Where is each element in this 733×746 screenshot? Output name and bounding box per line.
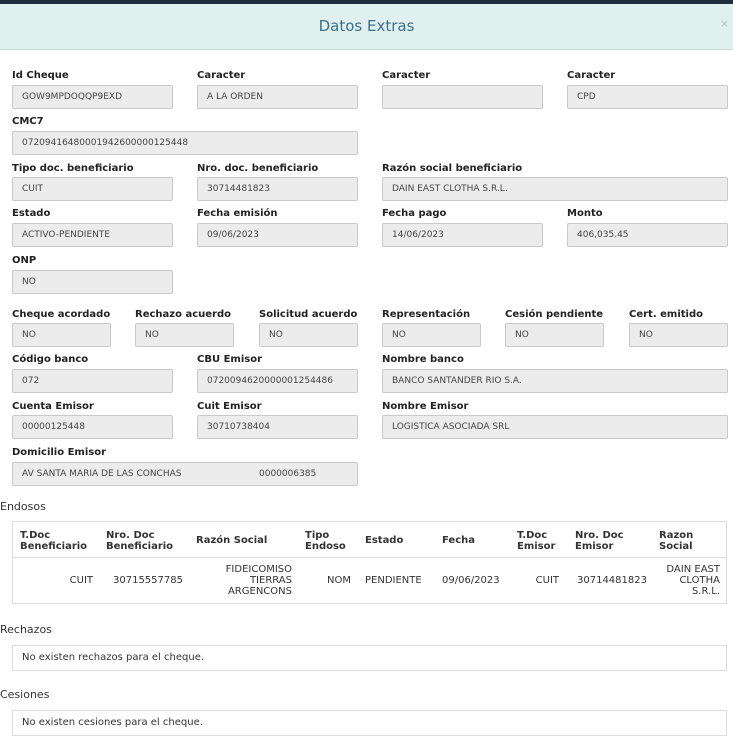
rechazo-acuerdo-field[interactable]: NO — [135, 323, 234, 347]
col-tipo-endoso: Tipo Endoso — [305, 530, 346, 552]
tipo-doc-beneficiario-field[interactable]: CUIT — [12, 177, 173, 201]
codigo-banco-field[interactable]: 072 — [12, 369, 173, 393]
close-icon[interactable]: × — [719, 17, 729, 30]
caracter-field[interactable]: A LA ORDEN — [197, 85, 358, 109]
col-nro-doc-beneficiario: Nro. Doc Beneficiario — [106, 530, 174, 552]
col-tdoc-emisor: T.Doc Emisor — [517, 530, 556, 552]
cuit-emisor-field[interactable]: 30710738404 — [197, 415, 358, 439]
cbu-emisor-field[interactable]: 0720094620000001254486 — [197, 369, 358, 393]
cert-emitido-field[interactable]: NO — [629, 323, 728, 347]
nombre-banco-field[interactable]: BANCO SANTANDER RIO S.A. — [382, 369, 728, 393]
cell-estado: PENDIENTE — [365, 575, 422, 586]
representacion-label: Representación — [382, 309, 471, 320]
cesion-pendiente-field[interactable]: NO — [505, 323, 604, 347]
modal-title: Datos Extras — [318, 17, 415, 35]
table-header-divider — [13, 557, 726, 558]
fecha-pago-field[interactable]: 14/06/2023 — [382, 223, 543, 247]
cuit-emisor-label: Cuit Emisor — [197, 401, 262, 412]
cesion-pendiente-label: Cesión pendiente — [505, 309, 604, 320]
razon-social-beneficiario-label: Razón social beneficiario — [382, 163, 523, 174]
caracter-label-3: Caracter — [567, 70, 616, 81]
nombre-banco-label: Nombre banco — [382, 354, 464, 365]
nro-doc-beneficiario-field[interactable]: 30714481823 — [197, 177, 358, 201]
fecha-emision-label: Fecha emisión — [197, 208, 278, 219]
col-razon-social-emisor: Razon Social — [659, 530, 694, 552]
id-cheque-label: Id Cheque — [12, 70, 69, 81]
cheque-acordado-label: Cheque acordado — [12, 309, 111, 320]
representacion-field[interactable]: NO — [382, 323, 481, 347]
monto-field[interactable]: 406,035.45 — [567, 223, 728, 247]
estado-field[interactable]: ACTIVO-PENDIENTE — [12, 223, 173, 247]
col-nro-doc-emisor: Nro. Doc Emisor — [575, 530, 624, 552]
domicilio-emisor-number: 0000006385 — [259, 469, 317, 479]
domicilio-emisor-street: AV SANTA MARIA DE LAS CONCHAS — [22, 469, 182, 479]
cell-nro-doc-beneficiario: 30715557785 — [113, 575, 183, 586]
fecha-emision-field[interactable]: 09/06/2023 — [197, 223, 358, 247]
monto-label: Monto — [567, 208, 603, 219]
rechazos-empty-message: No existen rechazos para el cheque. — [12, 645, 727, 671]
cesiones-empty-message: No existen cesiones para el cheque. — [12, 710, 727, 736]
modal-header — [0, 4, 733, 50]
estado-label: Estado — [12, 208, 51, 219]
nro-doc-beneficiario-label: Nro. doc. beneficiario — [197, 163, 319, 174]
cmc7-field[interactable]: 07209416480001942600000125448 — [12, 131, 358, 155]
caracter-label-2: Caracter — [382, 70, 431, 81]
nombre-emisor-field[interactable]: LOGISTICA ASOCIADA SRL — [382, 415, 728, 439]
cuenta-emisor-field[interactable]: 00000125448 — [12, 415, 173, 439]
cuenta-emisor-label: Cuenta Emisor — [12, 401, 94, 412]
razon-social-beneficiario-field[interactable]: DAIN EAST CLOTHA S.R.L. — [382, 177, 728, 201]
cell-tipo-endoso: NOM — [327, 575, 351, 586]
solicitud-acuerdo-label: Solicitud acuerdo — [259, 309, 358, 320]
rechazo-acuerdo-label: Rechazo acuerdo — [135, 309, 231, 320]
caracter-field-2[interactable] — [382, 85, 543, 109]
domicilio-emisor-label: Domicilio Emisor — [12, 447, 107, 458]
onp-field[interactable]: NO — [12, 270, 173, 294]
cesiones-title: Cesiones — [0, 688, 50, 701]
id-cheque-field[interactable]: GOW9MPDOQQP9EXD — [12, 85, 173, 109]
caracter-label: Caracter — [197, 70, 246, 81]
col-razon-social: Razón Social — [196, 535, 268, 546]
cell-razon-social: FIDEICOMISO TIERRAS ARGENCONS — [225, 564, 292, 597]
endosos-title: Endosos — [0, 500, 46, 513]
cell-nro-doc-emisor: 30714481823 — [577, 575, 647, 586]
fecha-pago-label: Fecha pago — [382, 208, 447, 219]
cell-fecha: 09/06/2023 — [442, 575, 500, 586]
cell-razon-social-emisor: DAIN EAST CLOTHA S.R.L. — [666, 564, 720, 597]
onp-label: ONP — [12, 255, 37, 266]
codigo-banco-label: Código banco — [12, 354, 89, 365]
endosos-table — [12, 521, 727, 604]
cert-emitido-label: Cert. emitido — [629, 309, 703, 320]
tipo-doc-beneficiario-label: Tipo doc. beneficiario — [12, 163, 134, 174]
caracter-field-3[interactable]: CPD — [567, 85, 728, 109]
nombre-emisor-label: Nombre Emisor — [382, 401, 469, 412]
col-fecha: Fecha — [442, 535, 476, 546]
cell-tdoc-beneficiario: CUIT — [69, 575, 93, 586]
rechazos-title: Rechazos — [0, 623, 52, 636]
cell-tdoc-emisor: CUIT — [535, 575, 559, 586]
domicilio-emisor-field[interactable] — [12, 462, 358, 486]
col-estado: Estado — [365, 535, 404, 546]
cmc7-label: CMC7 — [12, 116, 44, 127]
solicitud-acuerdo-field[interactable]: NO — [259, 323, 358, 347]
cheque-acordado-field[interactable]: NO — [12, 323, 111, 347]
cbu-emisor-label: CBU Emisor — [197, 354, 262, 365]
col-tdoc-beneficiario: T.Doc Beneficiario — [20, 530, 88, 552]
